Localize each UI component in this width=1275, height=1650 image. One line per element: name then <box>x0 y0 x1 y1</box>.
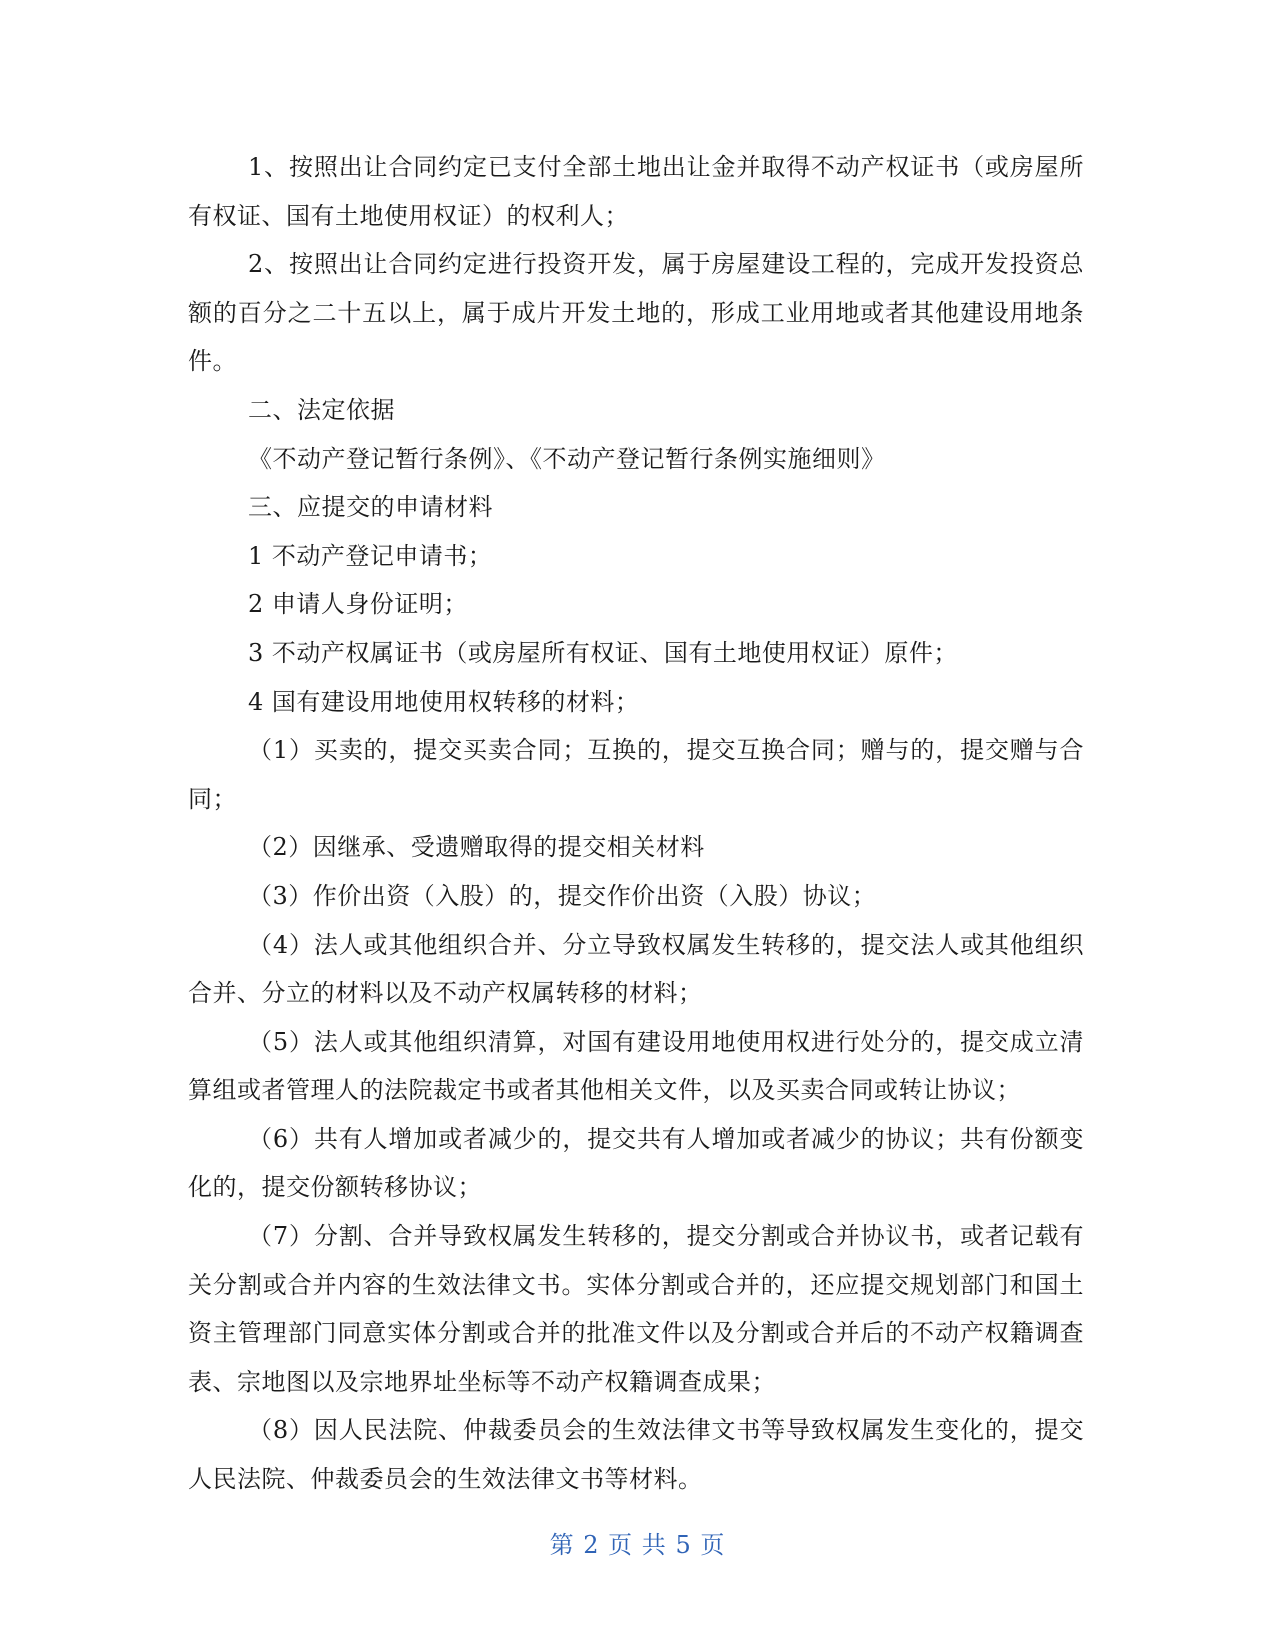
paragraph-condition-2: 2、按照出让合同约定进行投资开发，属于房屋建设工程的，完成开发投资总额的百分之二十五以上，属于成片开发土地的，形成工业用地或者其他建设用地条件。 <box>188 250 1084 376</box>
paragraph-condition-1: 1、按照出让合同约定已支付全部土地出让金并取得不动产权证书（或房屋所有权证、国有土地使用权证）的权利人； <box>188 153 1084 230</box>
page-number-footer: 第 2 页 共 5 页 <box>549 1531 726 1559</box>
sub-item-1: （1）买卖的，提交买卖合同；互换的，提交互换合同；赠与的，提交赠与合同； <box>188 736 1084 813</box>
list-item-material-2: 2 申请人身份证明； <box>248 590 468 619</box>
sub-item-2: （2）因继承、受遗赠取得的提交相关材料 <box>248 833 705 862</box>
list-item-material-4: 4 国有建设用地使用权转移的材料； <box>248 687 640 716</box>
sub-item-8: （8）因人民法院、仲裁委员会的生效法律文书等导致权属发生变化的，提交人民法院、仲裁委员会的生效法律文书等材料。 <box>188 1416 1084 1494</box>
sub-item-6: （6）共有人增加或者减少的，提交共有人增加或者减少的协议；共有份额变化的，提交份额转移协议； <box>188 1124 1084 1202</box>
sub-item-7: （7）分割、合并导致权属发生转移的，提交分割或合并协议书，或者记载有关分割或合并内容的生效法律文书。实体分割或合并的，还应提交规划部门和国土资主管理部门同意实体分割或合并的批准文件以及分割或合并后的不动产权籍调查表、宗地图以及宗地界址坐标等不动产权籍调查成果； <box>188 1222 1084 1396</box>
document-body <box>188 143 1084 1504</box>
list-item-material-3: 3 不动产权属证书（或房屋所有权证、国有土地使用权证）原件； <box>248 638 958 667</box>
paragraph-legal-basis: 《不动产登记暂行条例》、《不动产登记暂行条例实施细则》 <box>248 444 886 473</box>
section-heading-legal-basis: 二、法定依据 <box>248 395 395 424</box>
list-item-material-1: 1 不动产登记申请书； <box>248 541 493 570</box>
section-heading-materials: 三、应提交的申请材料 <box>248 493 493 522</box>
sub-item-4: （4）法人或其他组织合并、分立导致权属发生转移的，提交法人或其他组织合并、分立的材料以及不动产权属转移的材料； <box>188 930 1084 1008</box>
sub-item-3: （3）作价出资（入股）的，提交作价出资（入股）协议； <box>248 881 877 910</box>
sub-item-5: （5）法人或其他组织清算，对国有建设用地使用权进行处分的，提交成立清算组或者管理人的法院裁定书或者其他相关文件，以及买卖合同或转让协议； <box>188 1027 1084 1105</box>
